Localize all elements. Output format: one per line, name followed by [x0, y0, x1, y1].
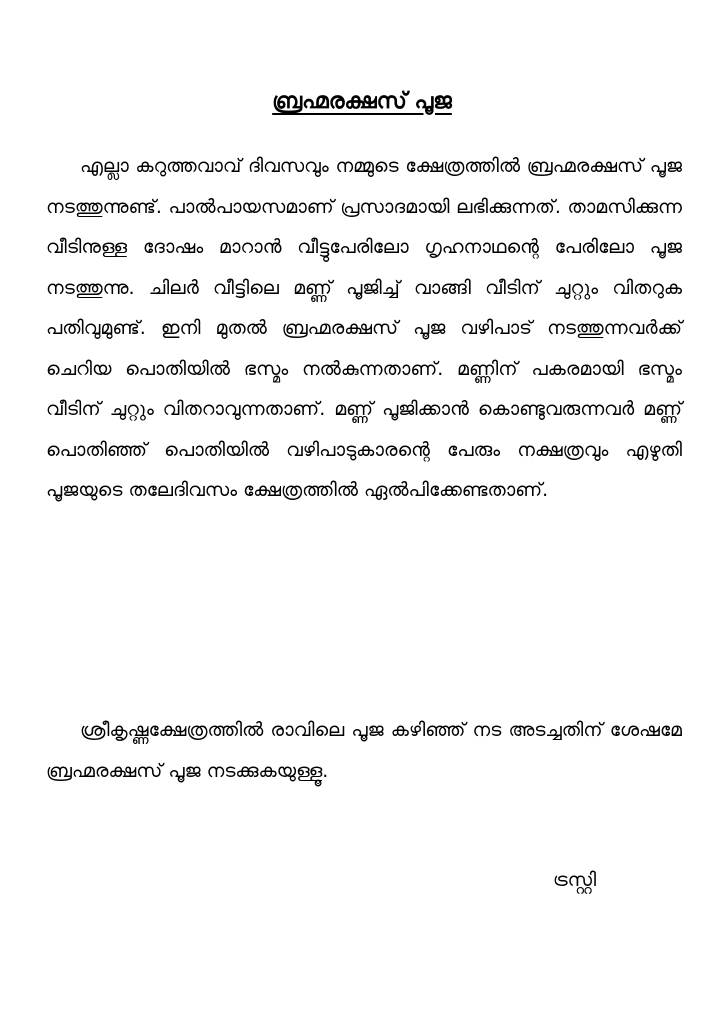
paragraph-timing: ശ്രീകൃഷ്ണക്ഷേത്രത്തിൽ രാവിലെ പൂജ കഴിഞ്ഞ് നട അടച്ചതിന് ശേഷമേ ബ്രഹ്മരക്ഷസ് പൂജ നടക്കുകയുള്ളൂ. — [46, 719, 682, 782]
document-title — [0, 84, 724, 120]
paragraph-announcement: എല്ലാ കറുത്തവാവ് ദിവസവും നമ്മുടെ ക്ഷേത്രത്തിൽ ബ്രഹ്മരക്ഷസ് പൂജ നടത്തുന്നുണ്ട്. പാൽപായസമാണ് പ്രസാദമായി ലഭിക്കുന്നത്. താമസിക്കുന്ന വീടിനുള്ള ദോഷം മാറാൻ വീട്ടുപേരിലോ ഗൃഹനാഥന്റെ പേരിലോ പൂജ നടത്തുന്നു. ചിലർ വീട്ടിലെ മണ്ണ് പൂജിച്ച് വാങ്ങി വീടിന് ചുറ്റും വിതറുക പതിവുമുണ്ട്. ഇനി മുതൽ ബ്രഹ്മരക്ഷസ് പൂജ വഴിപാട് നടത്തുന്നവർക്ക് ചെറിയ പൊതിയിൽ ഭസ്മം നൽകുന്നതാണ്. മണ്ണിന് പകരമായി ഭസ്മം വീടിന് ചുറ്റും വിതറാവുന്നതാണ്. മണ്ണ് പൂജിക്കാൻ കൊണ്ടുവരുന്നവർ മണ്ണ് പൊതിഞ്ഞ് പൊതിയിൽ വഴിപാടുകാരന്റെ പേരും നക്ഷത്രവും എഴുതി പൂജയുടെ തലേദിവസം ക്ഷേത്രത്തിൽ ഏൽപിക്കേണ്ടതാണ്. — [46, 155, 682, 501]
signature-trustee: ട്രസ്റ്റി — [553, 869, 597, 891]
document-title-text: ബ്രഹ്മരക്ഷസ് പൂജ — [272, 89, 452, 114]
